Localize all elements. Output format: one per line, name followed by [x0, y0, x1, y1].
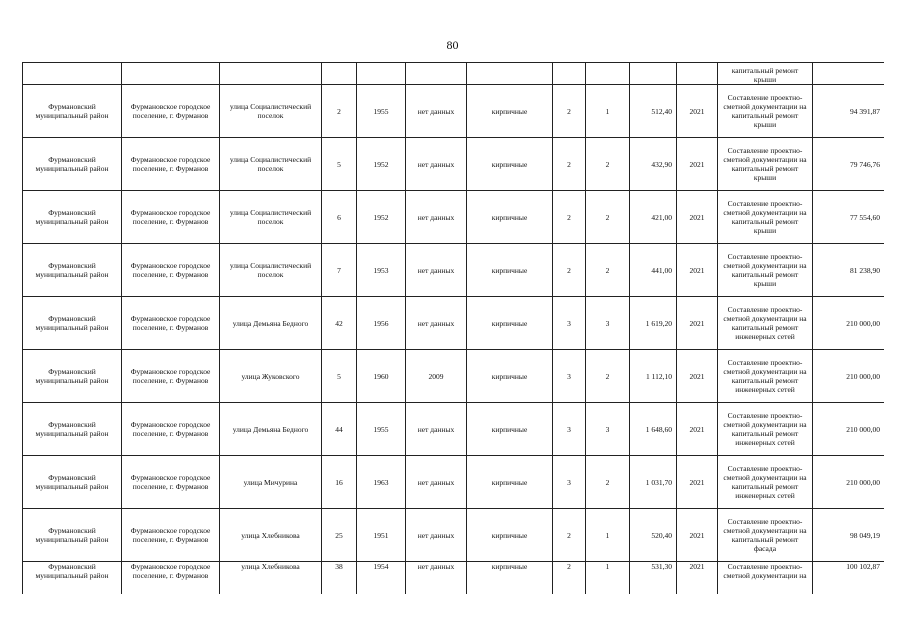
cell-house: 38 [322, 562, 357, 595]
cell-floors: 2 [553, 191, 586, 244]
cell-material: кирпичные [467, 191, 553, 244]
cell-cost: 94 391,87 [813, 85, 885, 138]
cell-district [23, 63, 122, 85]
cell-district: Фурмановский муниципальный район [23, 509, 122, 562]
cell-material: кирпичные [467, 403, 553, 456]
cell-year-built: 1952 [357, 138, 406, 191]
cell-work: Составление проектно-сметной документации на капитальный ремонт инженерных сетей [718, 350, 813, 403]
cell-settlement: Фурмановское городское поселение, г. Фурманов [122, 456, 220, 509]
cell-year-repair: нет данных [406, 456, 467, 509]
cell-settlement: Фурмановское городское поселение, г. Фурманов [122, 244, 220, 297]
cell-work: Составление проектно-сметной документации на капитальный ремонт крыши [718, 138, 813, 191]
cell-floors: 2 [553, 138, 586, 191]
cell-material: кирпичные [467, 244, 553, 297]
cell-year-repair: 2009 [406, 350, 467, 403]
table-row [23, 403, 885, 456]
cell-work: Составление проектно-сметной документации на капитальный ремонт крыши [718, 85, 813, 138]
cell-cost: 210 000,00 [813, 297, 885, 350]
cell-street: улица Хлебникова [220, 562, 322, 595]
cell-settlement: Фурмановское городское поселение, г. Фурманов [122, 509, 220, 562]
table-row [23, 138, 885, 191]
continuation-row [23, 63, 885, 85]
cell-house: 2 [322, 85, 357, 138]
cell-work: Составление проектно-сметной документации на капитальный ремонт инженерных сетей [718, 403, 813, 456]
cell-area: 512,40 [630, 85, 677, 138]
cell-settlement: Фурмановское городское поселение, г. Фурманов [122, 85, 220, 138]
cell-street: улица Социалистический поселок [220, 191, 322, 244]
cell-year-repair: нет данных [406, 191, 467, 244]
cell-plan-year: 2021 [677, 403, 718, 456]
cell-entrances: 1 [586, 509, 630, 562]
cell-entrances: 3 [586, 403, 630, 456]
cell-district: Фурмановский муниципальный район [23, 456, 122, 509]
table-row [23, 562, 885, 595]
cell-year-built: 1960 [357, 350, 406, 403]
cell-year-repair [406, 63, 467, 85]
cell-material: кирпичные [467, 138, 553, 191]
cell-entrances: 1 [586, 85, 630, 138]
cell-district: Фурмановский муниципальный район [23, 191, 122, 244]
cell-street: улица Социалистический поселок [220, 138, 322, 191]
cell-work [718, 63, 813, 85]
cell-district: Фурмановский муниципальный район [23, 244, 122, 297]
cell-cost [813, 63, 885, 85]
table-row [23, 297, 885, 350]
table-row [23, 191, 885, 244]
cell-year-built: 1954 [357, 562, 406, 595]
cell-entrances [586, 63, 630, 85]
cell-plan-year: 2021 [677, 191, 718, 244]
cell-area: 1 619,20 [630, 297, 677, 350]
cell-cost: 210 000,00 [813, 350, 885, 403]
cell-house [322, 63, 357, 85]
cell-house: 5 [322, 350, 357, 403]
cell-house: 5 [322, 138, 357, 191]
cell-settlement: Фурмановское городское поселение, г. Фурманов [122, 297, 220, 350]
cell-house: 25 [322, 509, 357, 562]
cell-material: кирпичные [467, 562, 553, 595]
cell-work: Составление проектно-сметной документации на капитальный ремонт фасада [718, 509, 813, 562]
cell-floors [553, 63, 586, 85]
cell-settlement: Фурмановское городское поселение, г. Фурманов [122, 562, 220, 595]
cell-settlement [122, 63, 220, 85]
cell-plan-year: 2021 [677, 138, 718, 191]
cell-material [467, 63, 553, 85]
cell-entrances: 1 [586, 562, 630, 595]
cell-area: 441,00 [630, 244, 677, 297]
cell-year-repair: нет данных [406, 403, 467, 456]
continuation-work-text: капитальный ремонт крыши [731, 66, 799, 84]
cell-area: 531,30 [630, 562, 677, 595]
cell-entrances: 2 [586, 244, 630, 297]
cell-entrances: 2 [586, 138, 630, 191]
table-row [23, 350, 885, 403]
cell-entrances: 2 [586, 191, 630, 244]
cell-area: 1 648,60 [630, 403, 677, 456]
cell-year-built: 1951 [357, 509, 406, 562]
cell-house: 44 [322, 403, 357, 456]
cell-floors: 3 [553, 297, 586, 350]
cell-cost: 77 554,60 [813, 191, 885, 244]
cell-year-repair: нет данных [406, 297, 467, 350]
cell-entrances: 3 [586, 297, 630, 350]
cell-cost: 79 746,76 [813, 138, 885, 191]
cell-material: кирпичные [467, 456, 553, 509]
cell-work: Составление проектно-сметной документации на капитальный ремонт крыши [718, 244, 813, 297]
cell-street: улица Социалистический поселок [220, 85, 322, 138]
cell-cost: 81 238,90 [813, 244, 885, 297]
cell-area [630, 63, 677, 85]
cell-house: 6 [322, 191, 357, 244]
cell-year-built: 1953 [357, 244, 406, 297]
cell-area: 520,40 [630, 509, 677, 562]
cell-floors: 3 [553, 403, 586, 456]
cell-district: Фурмановский муниципальный район [23, 350, 122, 403]
cell-plan-year: 2021 [677, 85, 718, 138]
cell-material: кирпичные [467, 509, 553, 562]
cell-house: 16 [322, 456, 357, 509]
cell-floors: 2 [553, 244, 586, 297]
table-container [22, 62, 884, 594]
cell-house: 42 [322, 297, 357, 350]
cell-year-repair: нет данных [406, 562, 467, 595]
cell-plan-year: 2021 [677, 350, 718, 403]
cell-district: Фурмановский муниципальный район [23, 403, 122, 456]
cell-plan-year: 2021 [677, 297, 718, 350]
cell-street: улица Жуковского [220, 350, 322, 403]
cell-year-built: 1955 [357, 403, 406, 456]
cell-material: кирпичные [467, 297, 553, 350]
cell-floors: 3 [553, 456, 586, 509]
cell-area: 1 112,10 [630, 350, 677, 403]
cell-material: кирпичные [467, 350, 553, 403]
cell-year-repair: нет данных [406, 509, 467, 562]
cell-district: Фурмановский муниципальный район [23, 297, 122, 350]
cell-work: Составление проектно-сметной документации на капитальный ремонт инженерных сетей [718, 456, 813, 509]
cell-floors: 2 [553, 85, 586, 138]
cell-cost: 98 049,19 [813, 509, 885, 562]
cell-district: Фурмановский муниципальный район [23, 138, 122, 191]
table-row [23, 509, 885, 562]
cell-floors: 2 [553, 509, 586, 562]
cell-year-built: 1956 [357, 297, 406, 350]
cell-street: улица Мичурина [220, 456, 322, 509]
repair-program-table [22, 62, 884, 594]
table-row [23, 244, 885, 297]
cell-plan-year [677, 63, 718, 85]
cell-cost: 100 102,87 [813, 562, 885, 595]
cell-year-built [357, 63, 406, 85]
cell-material: кирпичные [467, 85, 553, 138]
cell-cost: 210 000,00 [813, 456, 885, 509]
cell-year-repair: нет данных [406, 138, 467, 191]
table-body [23, 63, 885, 595]
table-row [23, 85, 885, 138]
cell-street: улица Демьяна Бедного [220, 403, 322, 456]
cell-area: 421,00 [630, 191, 677, 244]
cell-cost: 210 000,00 [813, 403, 885, 456]
cell-year-built: 1955 [357, 85, 406, 138]
cell-house: 7 [322, 244, 357, 297]
cell-work: Составление проектно-сметной документации на капитальный ремонт крыши [718, 191, 813, 244]
cell-floors: 2 [553, 562, 586, 595]
cell-year-built: 1963 [357, 456, 406, 509]
cell-plan-year: 2021 [677, 244, 718, 297]
cell-district: Фурмановский муниципальный район [23, 562, 122, 595]
cell-plan-year: 2021 [677, 509, 718, 562]
cell-work: Составление проектно-сметной документации на [718, 562, 813, 595]
cell-floors: 3 [553, 350, 586, 403]
page-number: 80 [446, 38, 459, 52]
cell-plan-year: 2021 [677, 456, 718, 509]
cell-year-built: 1952 [357, 191, 406, 244]
cell-settlement: Фурмановское городское поселение, г. Фурманов [122, 191, 220, 244]
cell-entrances: 2 [586, 350, 630, 403]
cell-area: 1 031,70 [630, 456, 677, 509]
cell-district: Фурмановский муниципальный район [23, 85, 122, 138]
cell-plan-year: 2021 [677, 562, 718, 595]
cell-entrances: 2 [586, 456, 630, 509]
cell-year-repair: нет данных [406, 85, 467, 138]
cell-street: улица Хлебникова [220, 509, 322, 562]
table-row [23, 456, 885, 509]
cell-street: улица Демьяна Бедного [220, 297, 322, 350]
cell-settlement: Фурмановское городское поселение, г. Фурманов [122, 138, 220, 191]
cell-settlement: Фурмановское городское поселение, г. Фурманов [122, 350, 220, 403]
cell-area: 432,90 [630, 138, 677, 191]
cell-year-repair: нет данных [406, 244, 467, 297]
cell-work: Составление проектно-сметной документации на капитальный ремонт инженерных сетей [718, 297, 813, 350]
cell-street: улица Социалистический поселок [220, 244, 322, 297]
cell-settlement: Фурмановское городское поселение, г. Фурманов [122, 403, 220, 456]
cell-street [220, 63, 322, 85]
